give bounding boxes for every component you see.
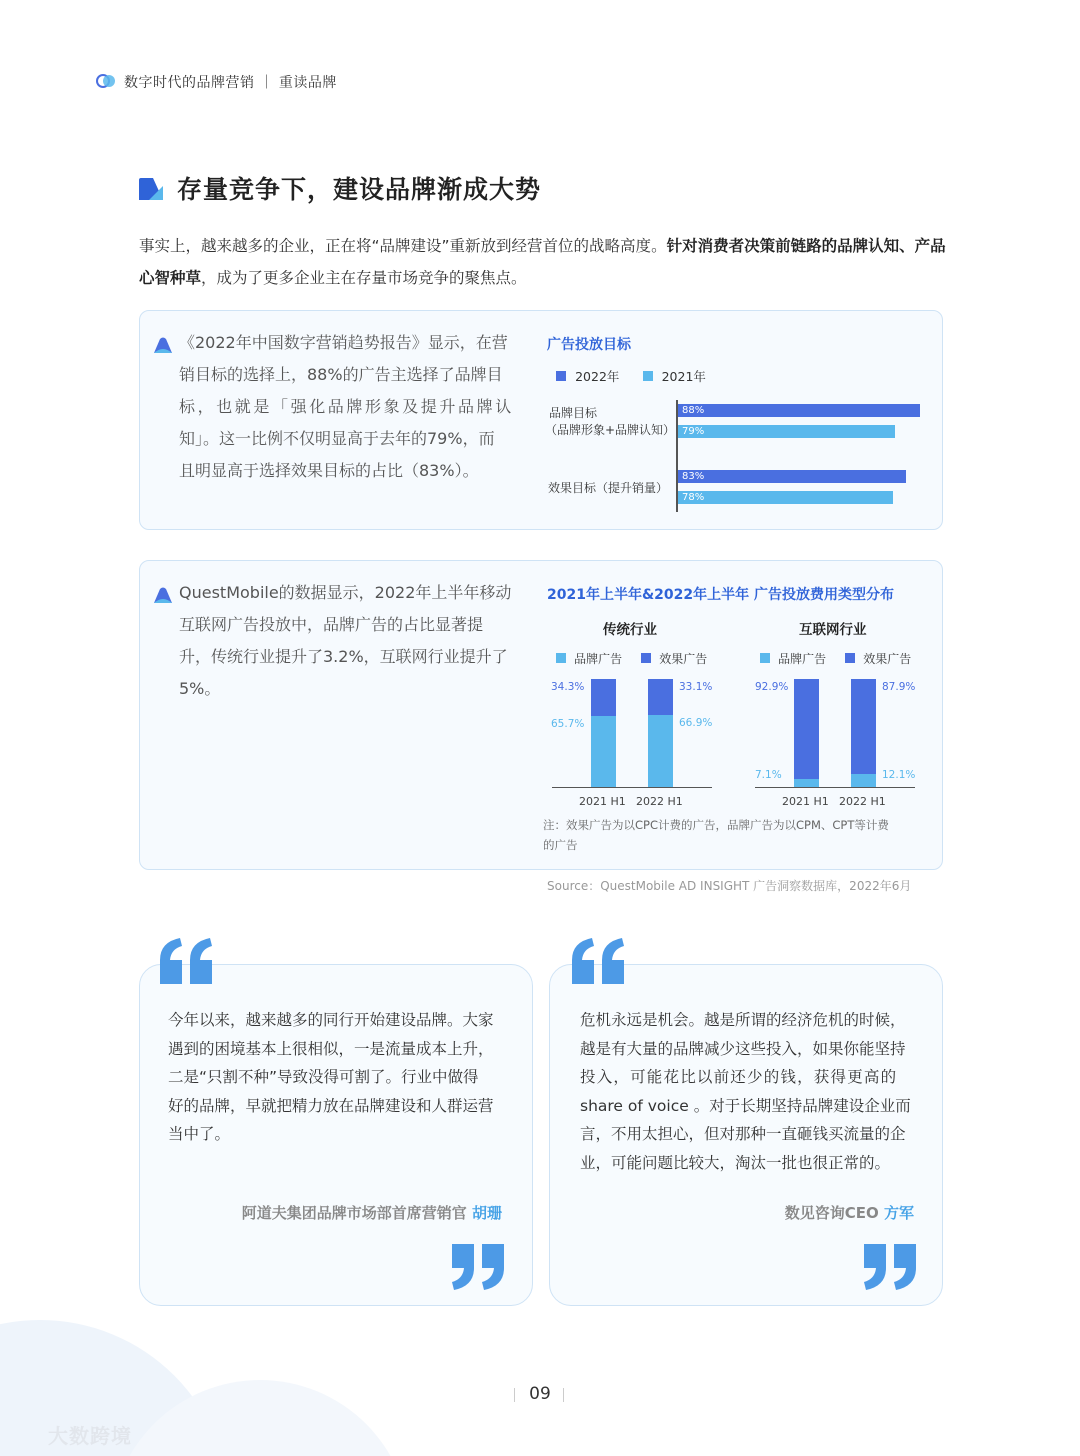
note-line: 注：效果广告为以CPC计费的广告，品牌广告为以CPM、CPT等计费 [543, 818, 889, 832]
quote-1-author [160, 1202, 502, 1223]
legend-label-performance: 效果广告 [863, 652, 912, 666]
legend-swatch-performance [641, 653, 651, 663]
bar-value-label: 88% [682, 405, 705, 416]
note-line: 的广告 [543, 838, 578, 852]
quote-line: 二是“只割不种”导致没得可割了。行业中做得 [168, 1068, 479, 1086]
quote-line: share of voice 。对于长期坚持品牌建设企业而 [580, 1096, 911, 1115]
close-quote-icon [448, 1242, 506, 1292]
panel2-line: 互联网广告投放中，品牌广告的占比显著提 [179, 615, 484, 634]
bar-segment-brand [851, 774, 876, 787]
panel2-text [179, 577, 524, 705]
data-label-performance: 33.1% [679, 681, 713, 693]
open-quote-icon [570, 936, 628, 986]
category-line: 品牌目标 [549, 406, 598, 420]
bar-segment-performance [794, 679, 819, 779]
bar-value-label: 78% [682, 492, 705, 503]
brand-logo-icon [96, 74, 116, 88]
quote-line: 言，不用太担心，但对那种一直砸钱买流量的企 [580, 1125, 906, 1143]
chart2-subtitle-internet: 互联网行业 [799, 622, 867, 638]
category-line: 效果目标（提升销量） [548, 481, 669, 495]
author-title: 阿道夫集团品牌市场部首席营销官 [241, 1204, 467, 1222]
x-tick-label: 2022 H1 [636, 795, 683, 808]
author-title: 数见咨询CEO [784, 1204, 879, 1222]
chart2-legend-traditional [556, 648, 707, 667]
bar-segment-brand [648, 715, 673, 787]
author-name: 胡珊 [471, 1204, 502, 1222]
bar-value-label: 83% [682, 471, 705, 482]
quote-1-text [168, 1006, 518, 1149]
legend-label-2021: 2021年 [661, 369, 706, 384]
bar-segment-performance [851, 679, 876, 774]
legend-label-2022: 2022年 [575, 369, 620, 384]
author-name: 方军 [883, 1204, 914, 1222]
chart2-subtitle-traditional: 传统行业 [603, 622, 657, 638]
data-label-brand: 65.7% [551, 718, 585, 731]
intro-bold-text: 针对消费者决策前链路的品牌认知、产品心智种草 [139, 237, 946, 287]
data-label-brand: 12.1% [882, 769, 916, 781]
bar-2021 [678, 491, 893, 504]
panel2-line: 5%。 [179, 679, 221, 698]
chart2-note [543, 815, 889, 855]
quote-line: 业，可能问题比较大，淘汰一批也很正常的。 [580, 1153, 891, 1172]
bar-2021 [678, 425, 895, 438]
watermark: 大数跨境 [48, 1424, 132, 1448]
quote-line: 今年以来，越来越多的同行开始建设品牌。大家 [168, 1011, 494, 1029]
quote-line: 遇到的困境基本上很相似，一是流量成本上升， [168, 1039, 494, 1058]
panel1-line: 销目标的选择上，88%的广告主选择了品牌目 [179, 365, 503, 384]
leaf-bullet-icon [154, 337, 172, 353]
bar-segment-performance [591, 679, 616, 716]
data-label-brand: 7.1% [755, 769, 782, 781]
panel2-line: QuestMobile的数据显示，2022年上半年移动 [179, 583, 512, 602]
close-quote-icon [860, 1242, 918, 1292]
legend-label-performance: 效果广告 [659, 652, 708, 666]
bar-segment-brand [591, 716, 616, 787]
category-line: （品牌形象+品牌认知） [545, 423, 676, 437]
legend-swatch-2021 [643, 371, 653, 381]
section-title: 存量竞争下，建设品牌渐成大势 [177, 175, 542, 204]
open-quote-icon [158, 936, 216, 986]
quote-line: 越是有大量的品牌减少这些投入，如果你能坚持 [580, 1039, 906, 1058]
panel1-line: 且明显高于选择效果目标的占比（83%）。 [179, 461, 479, 480]
page-number-divider-right [563, 1388, 564, 1402]
chart2-title: 2021年上半年&2022年上半年 广告投放费用类型分布 [547, 587, 895, 603]
section-title-icon [139, 178, 163, 200]
quote-line: 投入，可能花比以前还少的钱，获得更高的 [580, 1068, 898, 1086]
data-label-performance: 87.9% [882, 681, 916, 693]
intro-tail-text: ，成为了更多企业主在存量市场竞争的聚焦点。 [201, 269, 527, 287]
running-header: 数字时代的品牌营销 ｜ 重读品牌 [124, 75, 337, 91]
legend-label-brand: 品牌广告 [574, 652, 623, 666]
bar-segment-brand [794, 779, 819, 787]
intro-paragraph [139, 230, 949, 294]
panel1-text [179, 327, 524, 487]
panel1-line: 标，也就是「强化品牌形象及提升品牌认 [179, 397, 514, 416]
chart1-category-label [548, 480, 668, 497]
quote-line: 危机永远是机会。越是所谓的经济危机的时候， [580, 1011, 906, 1029]
panel1-line: 《2022年中国数字营销趋势报告》显示，在营 [179, 333, 508, 352]
x-axis-line [755, 787, 915, 788]
quote-2-text [580, 1006, 930, 1177]
x-axis-line [552, 787, 712, 788]
legend-swatch-performance [845, 653, 855, 663]
legend-label-brand: 品牌广告 [778, 652, 827, 666]
quote-2-author [570, 1202, 914, 1223]
bar-2022 [678, 404, 920, 417]
chart2-legend-internet [760, 648, 911, 667]
x-tick-label: 2021 H1 [579, 795, 626, 808]
data-label-performance: 34.3% [551, 681, 585, 693]
bar-2022 [678, 470, 906, 483]
legend-swatch-brand [556, 653, 566, 663]
intro-text: 事实上，越来越多的企业，正在将“品牌建设”重新放到经营首位的战略高度。 [139, 237, 667, 255]
bar-segment-performance [648, 679, 673, 715]
chart1-title: 广告投放目标 [547, 337, 631, 353]
source-note: Source：QuestMobile AD INSIGHT 广告洞察数据库，2022年6月 [547, 879, 912, 893]
panel1-line: 知」。这一比例不仅明显高于去年的79%，而 [179, 429, 495, 448]
x-tick-label: 2022 H1 [839, 795, 886, 808]
page-number: 09 [529, 1384, 551, 1404]
data-label-performance: 92.9% [755, 681, 789, 693]
quote-line: 当中了。 [168, 1125, 231, 1143]
chart1-category-label [545, 405, 676, 439]
legend-swatch-brand [760, 653, 770, 663]
panel2-line: 升，传统行业提升了3.2%，互联网行业提升了 [179, 647, 508, 666]
legend-swatch-2022 [556, 371, 566, 381]
x-tick-label: 2021 H1 [782, 795, 829, 808]
chart1-legend [556, 366, 706, 385]
bar-value-label: 79% [682, 426, 705, 437]
data-label-brand: 66.9% [679, 716, 713, 729]
quote-line: 好的品牌，早就把精力放在品牌建设和人群运营 [168, 1096, 494, 1115]
leaf-bullet-icon [154, 587, 172, 603]
